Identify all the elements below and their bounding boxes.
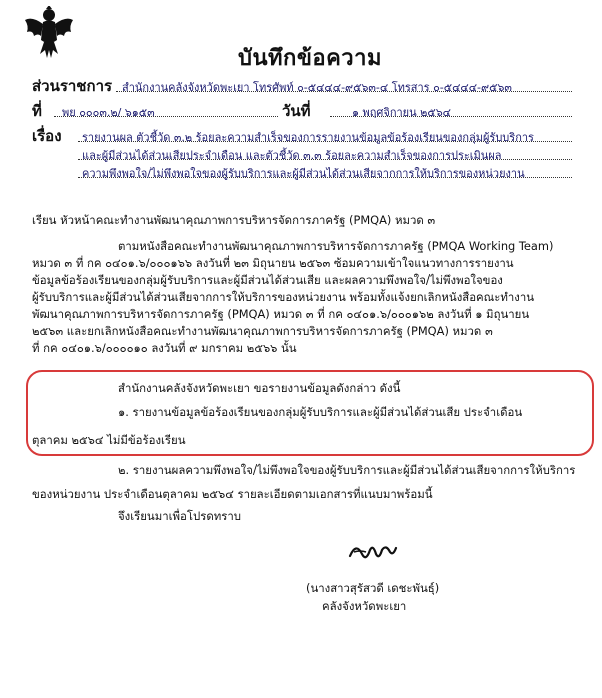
para3-line: ของหน่วยงาน ประจำเดือนตุลาคม ๒๕๖๔ รายละเอียดตามเอกสารที่แนบมาพร้อมนี้ <box>32 487 433 501</box>
para1-line: ข้อมูลข้อร้องเรียนของกลุ่มผู้รับบริการและผู้มีส่วนได้ส่วนเสีย และผลความพึงพอใจ/ไม่พึงพอใจของ <box>32 273 503 287</box>
date-label: วันที่ <box>282 102 311 120</box>
para1-line: หมวด ๓ ที่ กค ๐๔๐๑.๖/๐๐๐๑๖๖ ลงวันที่ ๒๓ มิถุนายน ๒๕๖๓ ซ้อมความเข้าใจแนวทางการรายงาน <box>32 256 514 270</box>
para1-line: ผู้รับบริการและผู้มีส่วนได้ส่วนเสียจากการให้บริการของหน่วยงาน พร้อมทั้งแจ้งยกเลิกหนังสือคณะทำงาน <box>32 290 535 304</box>
para2-line: ๑. รายงานข้อมูลข้อร้องเรียนของกลุ่มผู้รับบริการและผู้มีส่วนได้ส่วนเสีย ประจำเดือน <box>118 405 523 419</box>
para1-line: พัฒนาคุณภาพการบริหารจัดการภาครัฐ (PMQA) หมวด ๓ ที่ กค ๐๔๐๑.๖/๐๐๐๑๖๒ ลงวันที่ ๑ มิถุนายน <box>32 307 530 321</box>
para1-line: ที่ กค ๐๔๐๑.๖/๐๐๐๐๑๐ ลงวันที่ ๙ มกราคม ๒๕๖๖ นั้น <box>32 341 297 355</box>
subject-line: รายงานผล ตัวชี้วัด ๓.๒ ร้อยละความสำเร็จของการรายงานข้อมูลข้อร้องเรียนของกลุ่มผู้รับบริการ <box>82 131 534 144</box>
subject-line: ความพึงพอใจ/ไม่พึงพอใจของผู้รับบริการและผู้มีส่วนได้ส่วนเสียจากการให้บริการของหน่วยงาน <box>82 167 525 180</box>
garuda-emblem-icon <box>24 6 74 60</box>
agency-label: ส่วนราชการ <box>32 77 113 95</box>
para2-line: สำนักงานคลังจังหวัดพะเยา ขอรายงานข้อมูลดังกล่าว ดังนี้ <box>118 381 401 395</box>
agency-value: สำนักงานคลังจังหวัดพะเยา โทรศัพท์ ๐-๕๔๔๔-๙๕๖๓-๔ โทรสาร ๐-๕๔๔๔-๙๕๖๓ <box>122 81 512 94</box>
para2-line: ตุลาคม ๒๕๖๔ ไม่มีข้อร้องเรียน <box>32 433 186 447</box>
para3-line: ๒. รายงานผลความพึงพอใจ/ไม่พึงพอใจของผู้รับบริการและผู้มีส่วนได้ส่วนเสียจากการให้บริการ <box>118 463 576 477</box>
para1-line: ๒๕๖๓ และยกเลิกหนังสือคณะทำงานพัฒนาคุณภาพการบริหารจัดการภาครัฐ (PMQA) หมวด ๓ <box>32 324 493 338</box>
para1-line: ตามหนังสือคณะทำงานพัฒนาคุณภาพการบริหารจัดการภาครัฐ (PMQA Working Team) <box>118 239 554 253</box>
closing-text: จึงเรียนมาเพื่อโปรดทราบ <box>118 509 241 523</box>
ref-label: ที่ <box>32 102 42 120</box>
signer-title: คลังจังหวัดพะเยา <box>322 599 407 613</box>
memo-title: บันทึกข้อความ <box>238 46 383 71</box>
handwritten-signature-icon <box>346 538 398 564</box>
ref-value: พย ๐๐๐๓.๒/ ๖๑๕๓ <box>62 106 155 119</box>
signer-name: (นางสาวสุรัสวดี เดชะพันธุ์) <box>306 581 440 595</box>
date-value: ๑ พฤศจิกายน ๒๕๖๔ <box>352 106 451 119</box>
subject-line: และผู้มีส่วนได้ส่วนเสียประจำเดือน และตัวชี้วัด ๓.๓ ร้อยละความสำเร็จของการประเมินผล <box>82 149 502 162</box>
subject-label: เรื่อง <box>32 127 62 145</box>
salutation: เรียน หัวหน้าคณะทำงานพัฒนาคุณภาพการบริหารจัดการภาครัฐ (PMQA) หมวด ๓ <box>32 213 436 227</box>
